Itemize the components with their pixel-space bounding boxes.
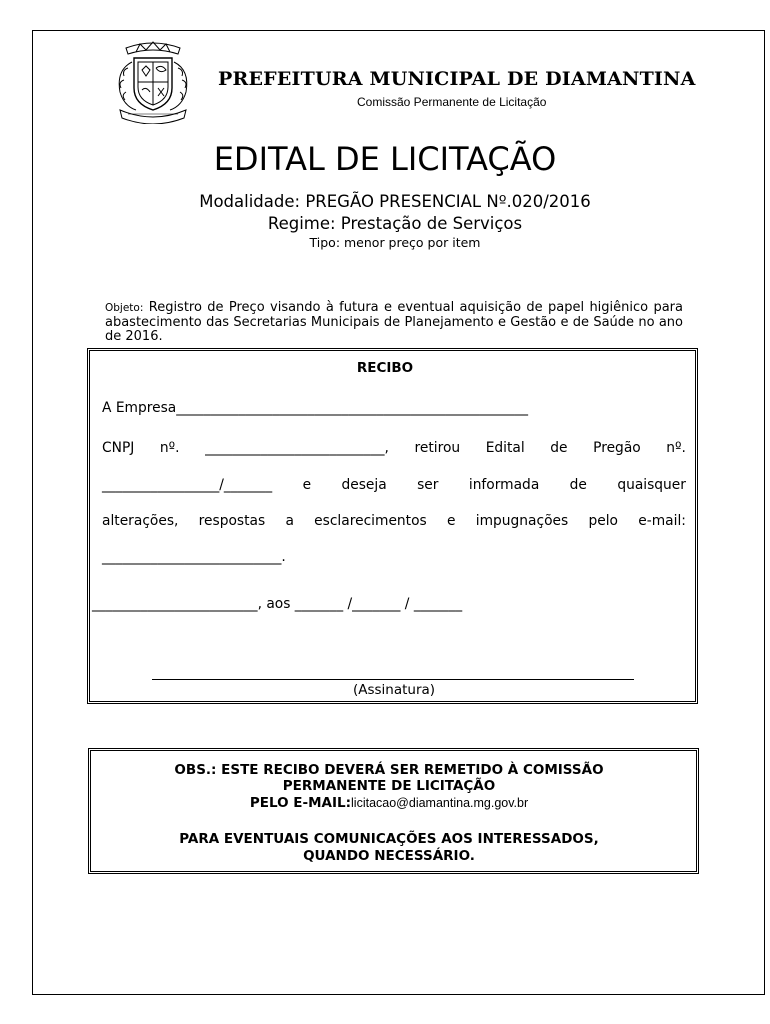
obs-line-4: PARA EVENTUAIS COMUNICAÇÕES AOS INTERESSADOS, — [179, 831, 599, 847]
obs-email-line — [0, 795, 770, 811]
line4-word: a — [285, 513, 294, 529]
cnpj-word: Edital — [485, 440, 525, 456]
organization-subtitle: Comissão Permanente de Licitação — [357, 95, 547, 109]
line4-word: esclarecimentos — [314, 513, 427, 529]
obs-line-1: OBS.: ESTE RECIBO DEVERÁ SER REMETIDO À COMISSÃO — [174, 762, 604, 778]
municipal-crest-icon — [106, 40, 200, 124]
line4-word: e-mail: — [638, 513, 686, 529]
obs-email-address: licitacao@diamantina.mg.gov.br — [351, 796, 529, 810]
line3-word: quaisquer — [617, 477, 686, 493]
line4-word: respostas — [198, 513, 266, 529]
empresa-field: A Empresa___________________________________________________ — [102, 400, 529, 416]
cnpj-word: Pregão — [593, 440, 641, 456]
line4-word: e — [446, 513, 456, 529]
cnpj-word: retirou — [414, 440, 461, 456]
alteracoes-line — [102, 513, 686, 529]
modalidade-line: Modalidade: PREGÃO PRESENCIAL Nº.020/2016 — [199, 192, 591, 211]
email-field: __________________________. — [102, 549, 286, 565]
cnpj-word: nº. — [159, 440, 180, 456]
organization-name: PREFEITURA MUNICIPAL DE DIAMANTINA — [218, 68, 696, 90]
signature-label: (Assinatura) — [352, 682, 436, 698]
line3-word: ser — [417, 477, 439, 493]
objeto-label: Objeto: — [105, 302, 144, 314]
recibo-title: RECIBO — [356, 360, 414, 376]
signature-line — [152, 679, 634, 680]
cnpj-word: de — [550, 440, 568, 456]
cnpj-word: nº. — [666, 440, 686, 456]
obs-line-5: QUANDO NECESSÁRIO. — [303, 848, 475, 864]
tipo-line: Tipo: menor preço por item — [309, 235, 481, 250]
cnpj-line — [102, 440, 686, 456]
line3-word: informada — [468, 477, 540, 493]
line4-word: pelo — [588, 513, 618, 529]
pregao-number-line — [102, 477, 686, 493]
cnpj-word: CNPJ — [102, 440, 135, 456]
line3-word: deseja — [341, 477, 387, 493]
cnpj-word: __________________________, — [205, 440, 389, 456]
obs-email-label: PELO E-MAIL: — [249, 795, 352, 811]
document-title: EDITAL DE LICITAÇÃO — [213, 140, 557, 178]
obs-line-2: PERMANENTE DE LICITAÇÃO — [282, 778, 496, 794]
line4-word: impugnações — [475, 513, 569, 529]
objeto-text: Registro de Preço visando à futura e eventual aquisição de papel higiênico para abastecimento das Secretarias Municipais de Planejamento e Gestão e de Saúde no ano de 2016. — [105, 300, 683, 344]
objeto-paragraph — [105, 301, 683, 345]
place-date-field: ________________________, aos _______ /_______ / _______ — [92, 596, 463, 612]
regime-line: Regime: Prestação de Serviços — [267, 214, 523, 233]
line3-word: e — [302, 477, 312, 493]
line4-word: alterações, — [102, 513, 179, 529]
line3-word: de — [569, 477, 587, 493]
line3-word: _________________/_______ — [102, 477, 273, 493]
